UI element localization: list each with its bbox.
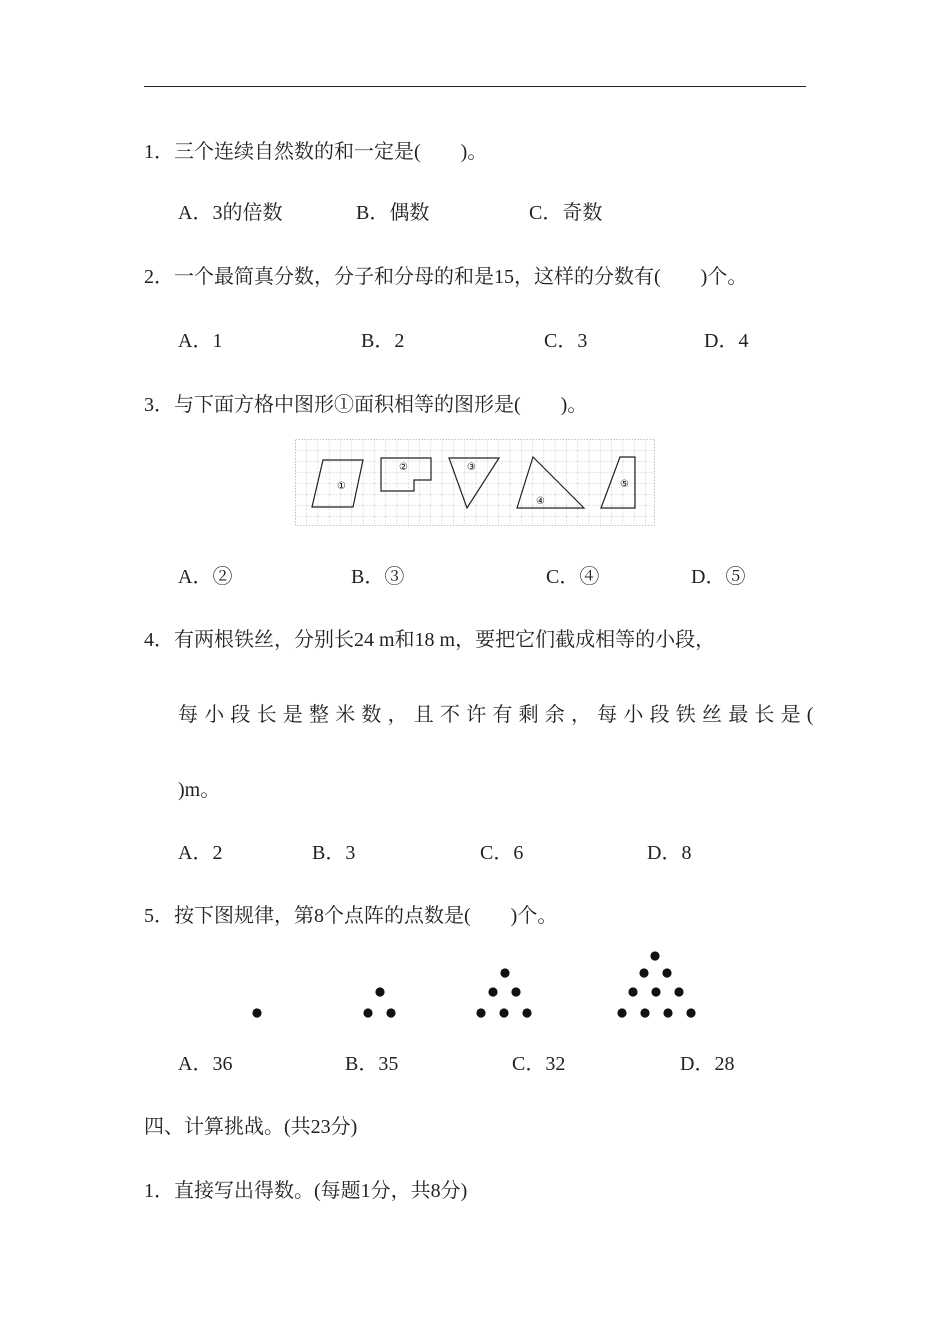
dot <box>375 987 384 996</box>
option-c[interactable]: C．6 <box>480 842 524 864</box>
question-text: 与下面方格中图形①面积相等的图形是( )。 <box>174 394 588 416</box>
option-c[interactable]: C．32 <box>512 1053 566 1075</box>
option-b[interactable]: B．2 <box>361 330 405 352</box>
section-title: 四、计算挑战。(共23分) <box>144 1116 358 1138</box>
dot <box>488 987 497 996</box>
dot <box>674 987 683 996</box>
question-number: 4． <box>144 629 174 651</box>
shape-label-4: ④ <box>536 496 545 507</box>
question-4 <box>144 627 715 653</box>
option-b[interactable]: B．3 <box>312 842 356 864</box>
question-1 <box>144 139 487 165</box>
section-sub-question <box>144 1178 467 1204</box>
question-2 <box>144 264 747 290</box>
option-b[interactable]: B．35 <box>345 1053 399 1075</box>
dot <box>617 1008 626 1017</box>
option-c[interactable]: C．奇数 <box>529 202 603 224</box>
option-a[interactable]: A．1 <box>178 330 223 352</box>
dot <box>386 1008 395 1017</box>
question-3 <box>144 392 587 418</box>
dot <box>511 987 520 996</box>
option-c[interactable]: C．④ <box>546 566 600 588</box>
question-text: 三个连续自然数的和一定是( )。 <box>174 141 488 163</box>
question-text: 一个最简真分数，分子和分母的和是15，这样的分数有( )个。 <box>174 266 748 288</box>
dot <box>686 1008 695 1017</box>
dot <box>522 1008 531 1017</box>
shape-label-5: ⑤ <box>620 479 629 490</box>
question-4-line-2: 每小段长是整米数，且不许有剩余，每小段铁丝最长是( <box>178 704 820 726</box>
option-d[interactable]: D．4 <box>704 330 749 352</box>
shape-label-1: ① <box>337 481 346 492</box>
question-number: 1． <box>144 141 174 163</box>
option-c[interactable]: C．3 <box>544 330 588 352</box>
option-d[interactable]: D．⑤ <box>691 566 746 588</box>
question-number: 1． <box>144 1180 174 1202</box>
dot <box>662 968 671 977</box>
dot <box>500 968 509 977</box>
option-a[interactable]: A．2 <box>178 842 223 864</box>
question-number: 2． <box>144 266 174 288</box>
dot <box>499 1008 508 1017</box>
dot <box>628 987 637 996</box>
question-number: 5． <box>144 905 174 927</box>
dot-pattern-figure <box>240 945 710 1025</box>
dot <box>663 1008 672 1017</box>
dot <box>363 1008 372 1017</box>
option-a[interactable]: A．3的倍数 <box>178 202 283 224</box>
dot <box>640 1008 649 1017</box>
option-a[interactable]: A．36 <box>178 1053 233 1075</box>
header-rule <box>144 86 806 87</box>
question-5 <box>144 903 557 929</box>
grid-figure <box>295 439 656 527</box>
question-text: 按下图规律，第8个点阵的点数是( )个。 <box>174 905 558 927</box>
option-a[interactable]: A．② <box>178 566 233 588</box>
question-text: 直接写出得数。(每题1分，共8分) <box>174 1180 468 1202</box>
dot <box>651 987 660 996</box>
shape-label-2: ② <box>399 462 408 473</box>
dot <box>639 968 648 977</box>
shape-label-3: ③ <box>467 462 476 473</box>
question-text: 有两根铁丝，分别长24 m和18 m，要把它们截成相等的小段， <box>174 629 716 651</box>
question-4-line-3: )m。 <box>178 779 221 801</box>
option-d[interactable]: D．8 <box>647 842 692 864</box>
dot <box>476 1008 485 1017</box>
dot <box>252 1008 261 1017</box>
dot <box>650 951 659 960</box>
option-b[interactable]: B．③ <box>351 566 405 588</box>
question-number: 3． <box>144 394 174 416</box>
option-b[interactable]: B．偶数 <box>356 202 430 224</box>
option-d[interactable]: D．28 <box>680 1053 735 1075</box>
